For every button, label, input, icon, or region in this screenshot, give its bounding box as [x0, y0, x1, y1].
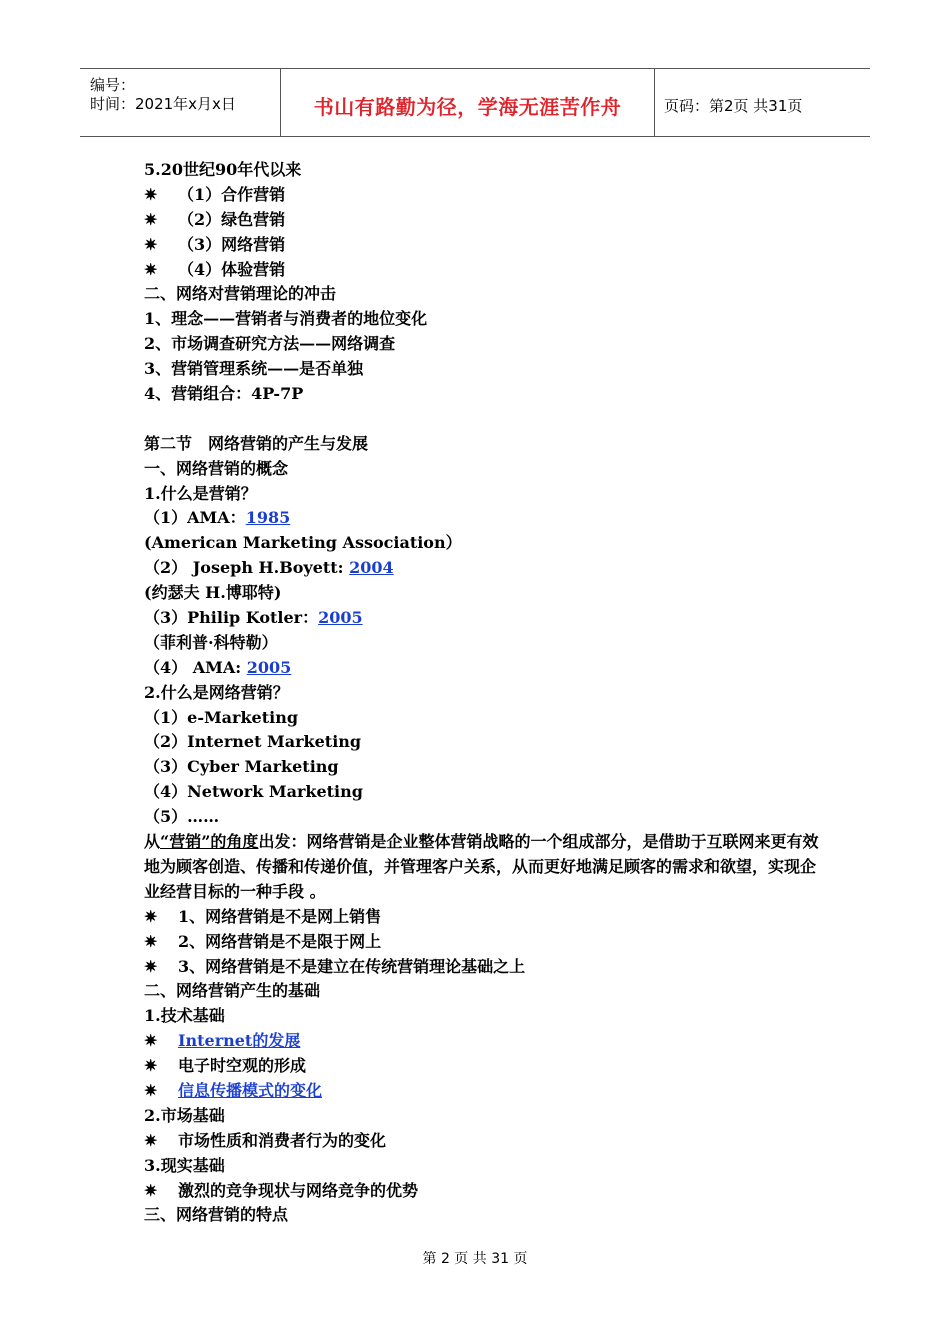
- text-line: （2） Joseph H.Boyett: 2004: [144, 558, 394, 578]
- section-heading: 第二节 网络营销的产生与发展: [144, 433, 369, 453]
- header-page-cell: [654, 69, 870, 136]
- text-line: 2、市场调查研究方法——网络调查: [144, 334, 396, 354]
- text-line: (约瑟夫 H.博耶特): [144, 583, 282, 603]
- text-line: （4） AMA: 2005: [144, 657, 292, 677]
- internet-development-link[interactable]: Internet的发展: [178, 1031, 301, 1051]
- bullet-item: ✷ 市场性质和消费者行为的变化: [144, 1129, 824, 1154]
- text-line: （3）Philip Kotler：2005: [144, 608, 363, 628]
- text-line: 2.什么是网络营销？: [144, 682, 289, 702]
- text-line: （5）……: [144, 807, 220, 827]
- bullet-item: [144, 1029, 824, 1054]
- text-line: 1.什么是营销？: [144, 483, 257, 503]
- star-bullet-icon: ✷: [144, 1180, 158, 1200]
- text-line: （1）e-Marketing: [144, 707, 299, 727]
- text-line: 1.技术基础: [144, 1006, 225, 1026]
- section-heading: 一、网络营销的概念: [144, 458, 289, 478]
- star-bullet-icon: ✷: [144, 1130, 158, 1150]
- bullet-item: ✷ 激烈的竞争现状与网络竞争的优势: [144, 1179, 824, 1204]
- definition-link-2004[interactable]: 2004: [349, 558, 394, 578]
- text-line: （3）Cyber Marketing: [144, 757, 339, 777]
- bullet-item: ✷ （1）合作营销: [144, 183, 824, 208]
- document-date: 时间：2021年x月x日: [90, 95, 236, 113]
- document-body: [144, 158, 824, 1228]
- blank-line: [144, 407, 824, 432]
- star-bullet-icon: ✷: [144, 1031, 158, 1051]
- text-line: （1）AMA：1985: [144, 508, 291, 528]
- text-line: 5.20世纪90年代以来: [144, 160, 302, 179]
- underlined-phrase: “营销”的角度: [160, 832, 259, 852]
- header-motto-cell: [280, 69, 655, 136]
- header-left-cell: [80, 69, 280, 136]
- definition-link-2005-kotler[interactable]: 2005: [318, 608, 363, 628]
- bullet-item: ✷ （2）绿色营销: [144, 208, 824, 233]
- definition-link-1985[interactable]: 1985: [245, 508, 291, 528]
- bullet-item: ✷ 2、网络营销是不是限于网上: [144, 930, 824, 955]
- star-bullet-icon: ✷: [144, 906, 158, 926]
- star-bullet-icon: ✷: [144, 931, 158, 951]
- text-line: 1、理念——营销者与消费者的地位变化: [144, 309, 428, 329]
- text-line: （菲利普·科特勒）: [144, 632, 278, 652]
- section-heading: 二、网络对营销理论的冲击: [144, 284, 337, 304]
- page-footer: 第 2 页 共 31 页: [422, 1251, 528, 1267]
- bullet-item: ✷ （4）体验营销: [144, 258, 824, 283]
- text-line: 3.现实基础: [144, 1155, 225, 1175]
- text-line: （4）Network Marketing: [144, 782, 363, 802]
- bullet-item: ✷ 1、网络营销是不是网上销售: [144, 905, 824, 930]
- section-heading: 三、网络营销的特点: [144, 1205, 289, 1225]
- text-line: 2.市场基础: [144, 1105, 225, 1125]
- text-line: 4、营销组合：4P-7P: [144, 384, 304, 404]
- header-motto: 书山有路勤为径，学海无涯苦作舟: [313, 95, 622, 119]
- header-page-info: 页码：第2页 共31页: [664, 97, 803, 115]
- section-heading: 二、网络营销产生的基础: [144, 981, 321, 1001]
- page-header: [80, 68, 870, 137]
- bullet-item: ✷ 3、网络营销是不是建立在传统营销理论基础之上: [144, 955, 824, 980]
- definition-paragraph: 从“营销”的角度出发：网络营销是企业整体营销战略的一个组成部分，是借助于互联网来更有效地为顾客创造、传播和传递价值，并管理客户关系，从而更好地满足顾客的需求和欲望，实现企业经营目标的一种手段 。: [144, 832, 819, 901]
- document-number-label: 编号：: [90, 76, 136, 94]
- info-propagation-link[interactable]: 信息传播模式的变化: [178, 1081, 323, 1100]
- text-line: (American Marketing Association）: [144, 533, 462, 553]
- bullet-item: ✷ （3）网络营销: [144, 233, 824, 258]
- star-bullet-icon: ✷: [144, 259, 158, 279]
- star-bullet-icon: ✷: [144, 1081, 158, 1100]
- definition-link-2005-ama[interactable]: 2005: [246, 657, 292, 677]
- bullet-item: ✷ 电子时空观的形成: [144, 1054, 824, 1079]
- star-bullet-icon: ✷: [144, 1056, 158, 1076]
- star-bullet-icon: ✷: [144, 209, 158, 229]
- star-bullet-icon: ✷: [144, 956, 158, 976]
- star-bullet-icon: ✷: [144, 234, 158, 254]
- text-line: 3、营销管理系统——是否单独: [144, 359, 364, 379]
- text-line: （2）Internet Marketing: [144, 732, 362, 752]
- star-bullet-icon: ✷: [144, 184, 158, 204]
- bullet-item: [144, 1079, 824, 1104]
